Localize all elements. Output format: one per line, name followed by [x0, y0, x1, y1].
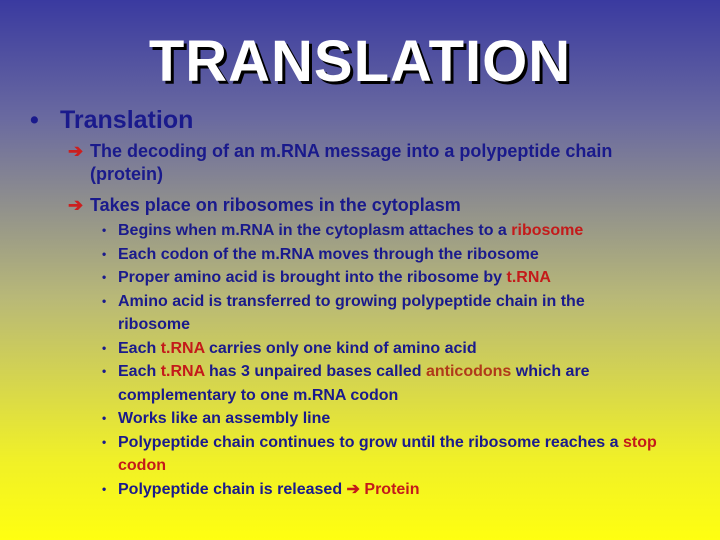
- highlight-term: anticodons: [425, 363, 512, 380]
- highlight-term: t.RNA: [506, 269, 551, 286]
- list-item: • Each t.RNA has 3 unpaired bases called anticodons which are complementary to one m.RNA codon: [102, 360, 678, 407]
- arrow-item-2: [68, 194, 688, 217]
- bullet-icon: •: [102, 411, 107, 425]
- highlight-term: ribosome: [511, 222, 584, 239]
- bullet-icon: •: [102, 434, 107, 449]
- highlight-term: stop codon: [118, 433, 657, 474]
- arrow-right-icon: ➔: [68, 141, 84, 161]
- list-item: • Proper amino acid is brought into the ribosome by t.RNA: [102, 266, 702, 290]
- arrow-item-text: The decoding of an m.RNA message into a polypeptide chain (protein): [90, 141, 613, 184]
- highlight-term: t.RNA: [160, 339, 205, 357]
- sub-bullet-list: [102, 219, 702, 501]
- bullet-icon: •: [102, 364, 107, 378]
- bullet-icon: •: [102, 293, 107, 308]
- bullet-icon: •: [102, 223, 107, 237]
- arrow-item-1: [68, 140, 688, 186]
- list-item: • Amino acid is transferred to growing polypeptide chain in the ribosome: [102, 290, 658, 337]
- bullet-icon: •: [30, 106, 39, 134]
- arrow-item-text: Takes place on ribosomes in the cytoplasm: [90, 195, 461, 215]
- list-item: • Polypeptide chain continues to grow until the ribosome reaches a stop codon: [102, 431, 703, 478]
- slide-title: TRANSLATION: [148, 29, 572, 94]
- highlight-term: t.RNA: [160, 363, 205, 380]
- heading-bullet: [30, 106, 193, 135]
- arrow-right-icon: ➔: [68, 195, 84, 215]
- bullet-icon: •: [102, 481, 107, 496]
- list-item: • Each t.RNA carries only one kind of amino acid: [102, 337, 702, 361]
- highlight-term: Protein: [364, 480, 420, 498]
- list-item: • Begins when m.RNA in the cytoplasm attaches to a ribosome: [102, 219, 702, 243]
- bullet-icon: •: [102, 270, 107, 284]
- list-item: • Each codon of the m.RNA moves through the ribosome: [102, 243, 702, 267]
- arrow-right-icon: ➔: [346, 480, 365, 498]
- bullet-icon: •: [102, 246, 107, 261]
- list-item: • Works like an assembly line: [102, 407, 702, 431]
- bullet-icon: •: [102, 340, 107, 355]
- list-item: • Polypeptide chain is released ➔ Protein: [102, 478, 702, 502]
- heading-text: Translation: [60, 106, 194, 134]
